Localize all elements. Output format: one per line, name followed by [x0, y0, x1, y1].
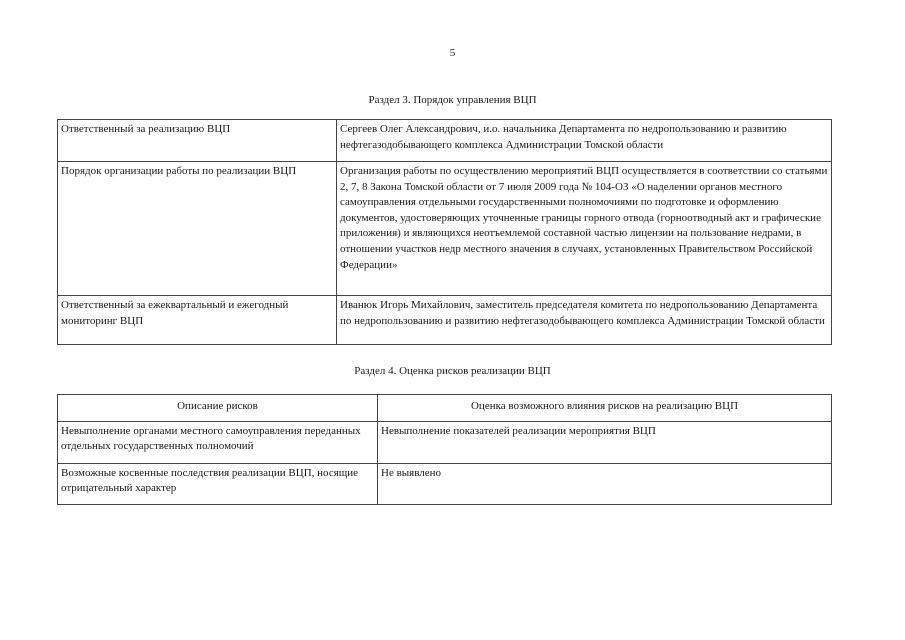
risk-impact-header: Оценка возможного влияния рисков на реализацию ВЦП: [378, 395, 832, 422]
risk-description-header: Описание рисков: [58, 395, 378, 422]
section-3-title: Раздел 3. Порядок управления ВЦП: [368, 94, 537, 106]
responsible-value: Сергеев Олег Александрович, и.о. начальника Департамента по недропользованию и развитию нефтегазодобывающего комплекса Администрации Томской области: [337, 120, 832, 162]
monitoring-label: Ответственный за ежеквартальный и ежегодный мониторинг ВЦП: [58, 296, 337, 345]
risk-description: Невыполнение органами местного самоуправления переданных отдельных государственных полномочий: [58, 421, 378, 463]
responsible-label: Ответственный за реализацию ВЦП: [58, 120, 337, 162]
organization-value: Организация работы по осуществлению мероприятий ВЦП осуществляется в соответствии со статьями 2, 7, 8 Закона Томской области от 7 июля 2009 года № 104-ОЗ «О наделении органов местного самоуправления отдельными государственными полномочиями по подготовке и оформлению документов, удостоверяющих уточненные границы горного отвода (горноотводный акт и графические приложения) и являющихся неотъемлемой составной частью лицензии на пользование недрами, в отношении участков недр местного значения в случаях, установленных Правительством Российской Федерации»: [337, 162, 832, 296]
monitoring-value: Иванюк Игорь Михайлович, заместитель председателя комитета по недропользованию Департамента по недропользованию и развитию нефтегазодобывающего комплекса Администрации Томской области: [337, 296, 832, 345]
table-row: [58, 296, 832, 345]
section-4-title: Раздел 4. Оценка рисков реализации ВЦП: [354, 365, 551, 377]
management-table: [57, 119, 832, 345]
table-row: [58, 421, 832, 463]
organization-label: Порядок организации работы по реализации ВЦП: [58, 162, 337, 296]
risk-description: Возможные косвенные последствия реализации ВЦП, носящие отрицательный характер: [58, 463, 378, 504]
table-row: [58, 162, 832, 296]
risk-table: [57, 394, 832, 505]
table-row: [58, 120, 832, 162]
table-header-row: [58, 395, 832, 422]
risk-impact: Не выявлено: [378, 463, 832, 504]
table-row: [58, 463, 832, 504]
risk-impact: Невыполнение показателей реализации мероприятия ВЦП: [378, 421, 832, 463]
page-number: 5: [449, 47, 456, 59]
